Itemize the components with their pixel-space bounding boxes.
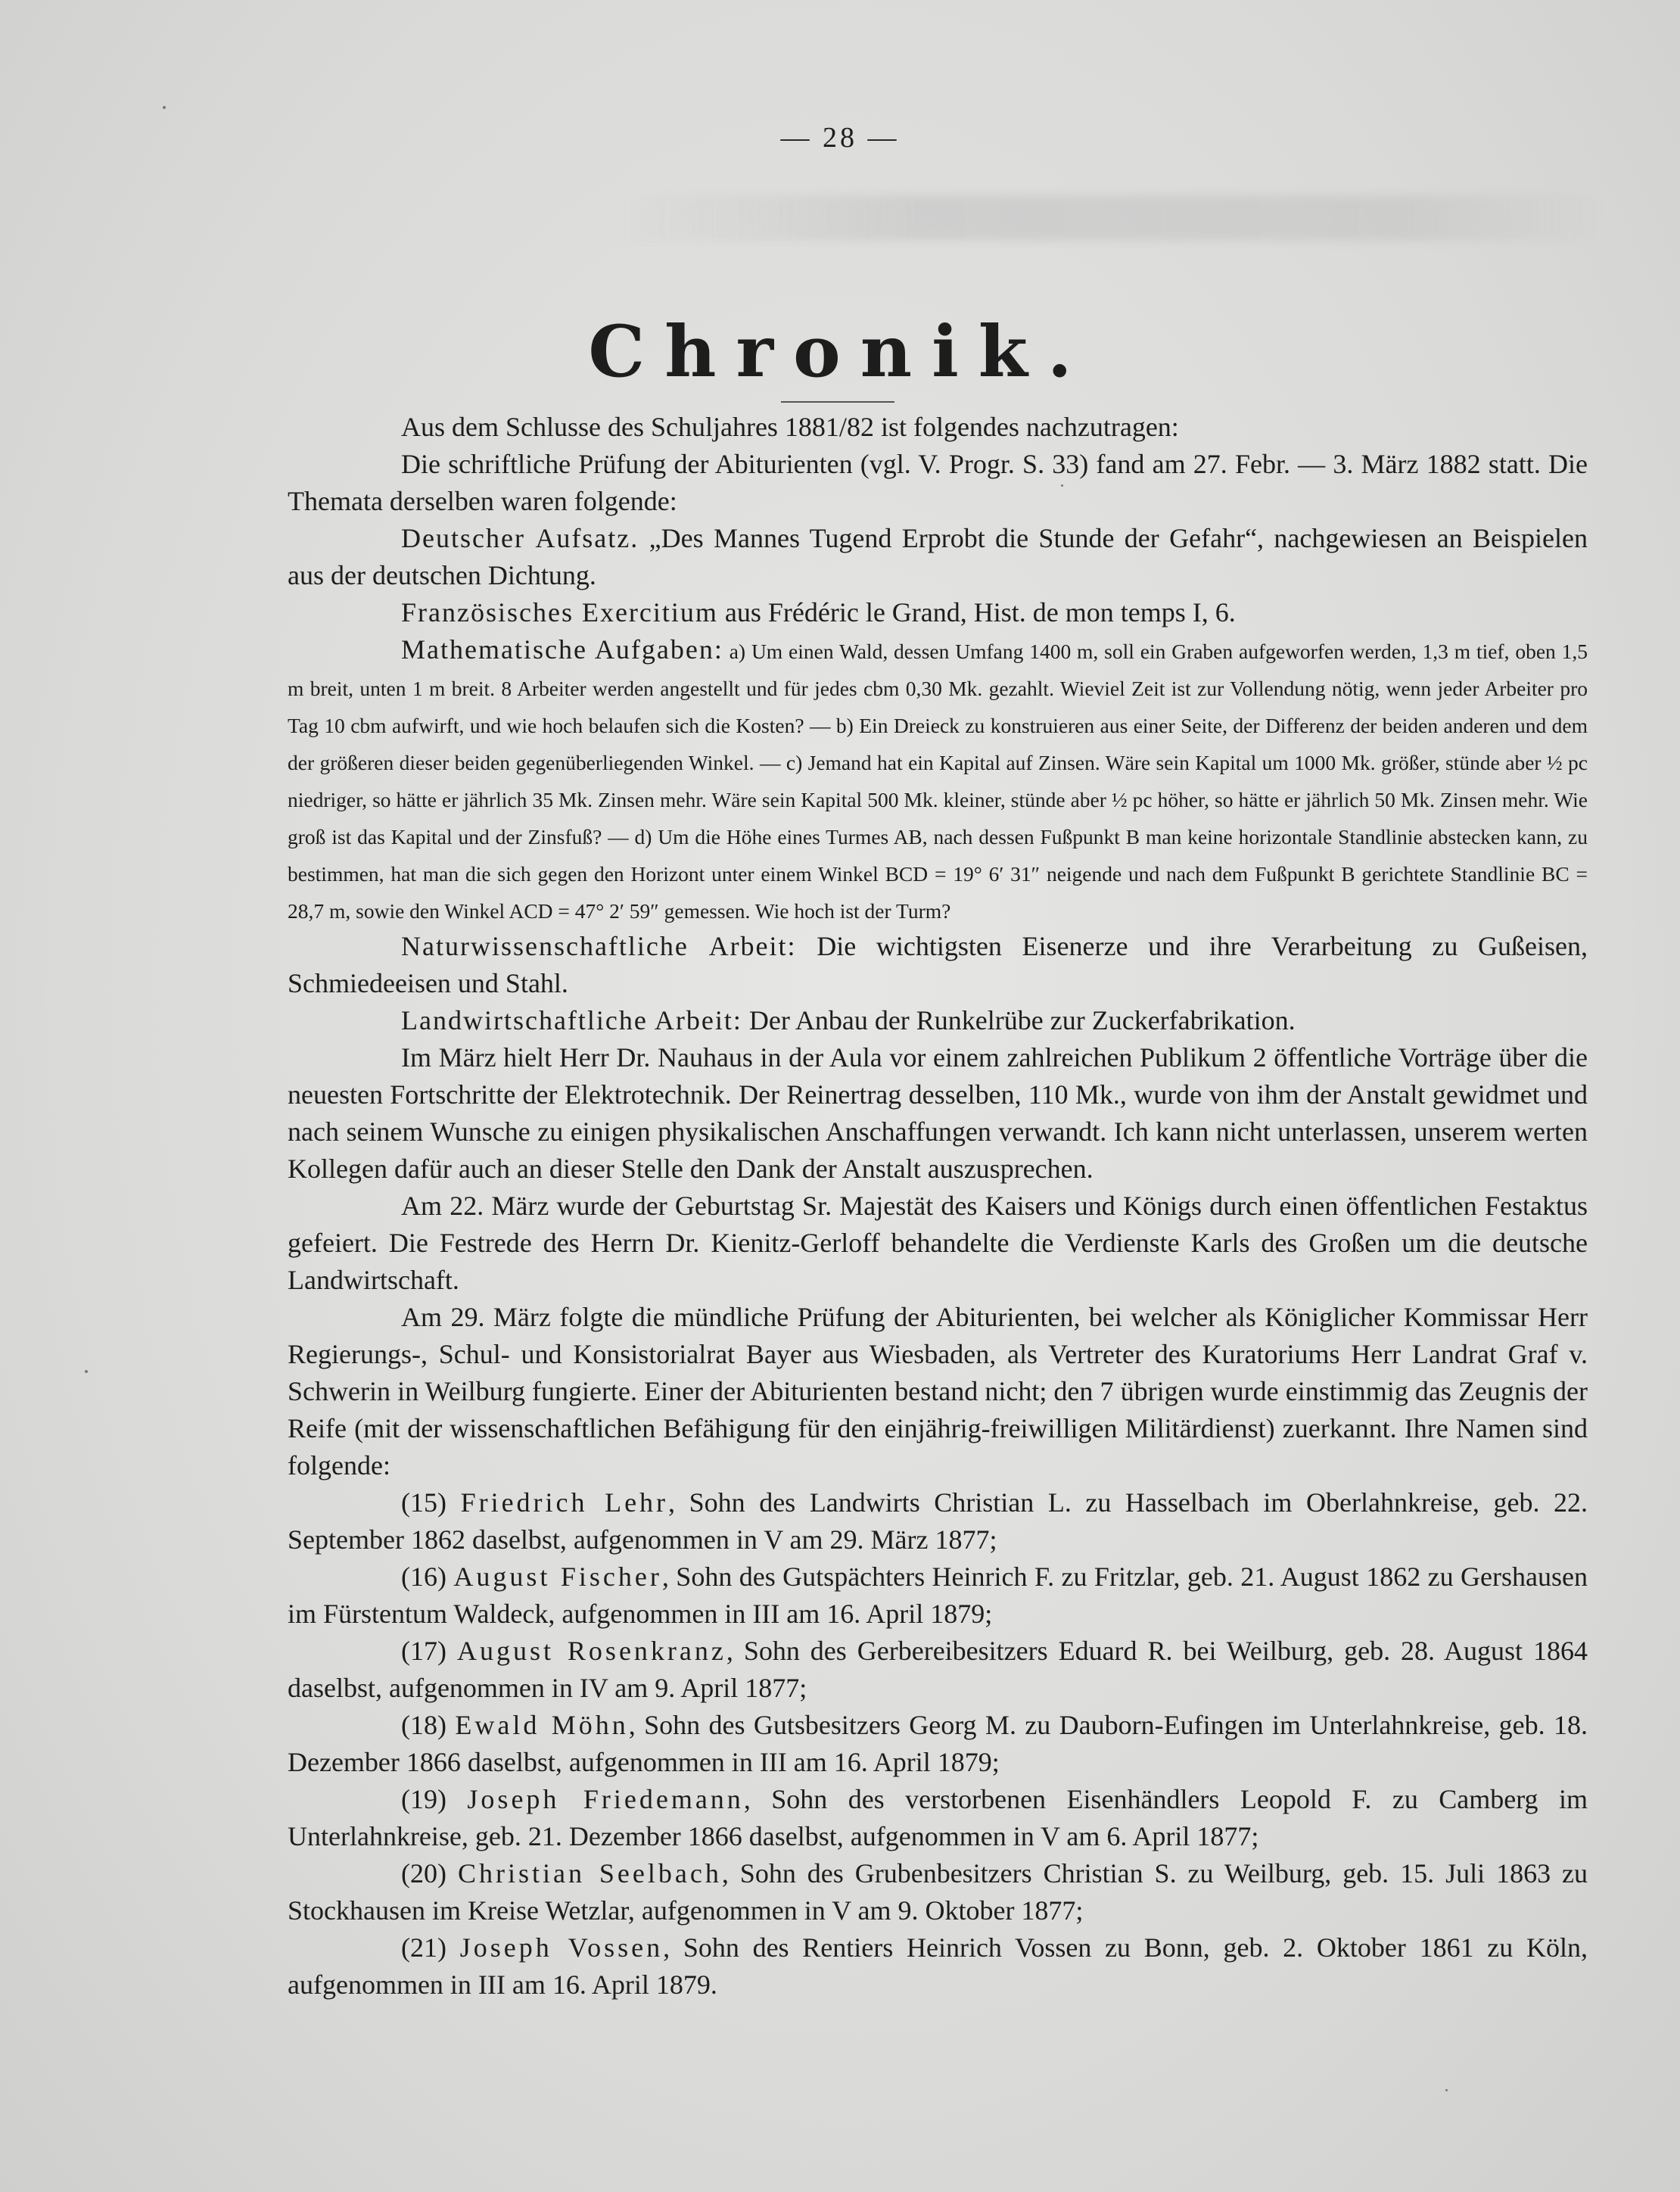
speck: [85, 1370, 88, 1373]
science-text: Die wichtigsten Eisenerze und ihre Verarbeitung zu Gußeisen, Schmiedeeisen und Stahl.: [288, 931, 1588, 998]
paragraph-french: [288, 594, 1588, 631]
graduate-name: Joseph Friedemann: [467, 1784, 744, 1814]
paragraph-intro: Aus dem Schlusse des Schuljahres 1881/82 ist folgendes nachzutragen:: [401, 412, 1179, 442]
title-rule: [781, 401, 894, 403]
graduate-name: August Fischer: [453, 1561, 662, 1592]
paragraph-agriculture: [288, 1002, 1588, 1039]
graduate-name: Christian Seelbach: [457, 1858, 722, 1888]
graduate-name: Friedrich Lehr: [460, 1487, 669, 1518]
paragraph-math: [288, 631, 1588, 928]
graduate-details: , Sohn des Gutspächters Heinrich F. zu Fritzlar, geb. 21. August 1862 zu Gershausen im Fürstentum Waldeck, aufgenommen in III am 16. April 1879;: [288, 1561, 1588, 1629]
graduate-entry: [288, 1484, 1588, 1558]
german-essay-text: „Des Mannes Tugend Erprobt die Stunde der Gefahr“, nachgewiesen an Beispielen aus der deutschen Dichtung.: [288, 523, 1588, 590]
graduate-number: (20): [401, 1858, 446, 1888]
graduate-number: (19): [401, 1784, 446, 1814]
agriculture-text: Der Anbau der Runkelrübe zur Zuckerfabrikation.: [742, 1005, 1296, 1035]
graduate-details: , Sohn des Gutsbesitzers Georg M. zu Dauborn-Eufingen im Unterlahnkreise, geb. 18. Dezember 1866 daselbst, aufgenommen in III am 16. April 1879;: [288, 1710, 1588, 1777]
graduate-entry: [288, 1707, 1588, 1781]
math-text: a) Um einen Wald, dessen Umfang 1400 m, soll ein Graben aufgeworfen werden, 1,3 m tief, oben 1,5 m breit, unten 1 m breit. 8 Arbeiter werden angestellt und für jedes cbm 0,30 Mk. gezahlt. Wieviel Zeit ist zur Vollendung nötig, wenn jeder Arbeiter pro Tag 10 cbm aufwirft, und wie hoch belaufen sich die Kosten? — b) Ein Dreieck zu konstruieren aus einer Seite, der Differenz der beiden anderen und dem der größeren dieser beiden gegenüberliegenden Winkel. — c) Jemand hat ein Kapital auf Zinsen. Wäre sein Kapital um 1000 Mk. größer, stünde aber ½ pc niedriger, so hätte er jährlich 35 Mk. Zinsen mehr. Wäre sein Kapital 500 Mk. kleiner, stünde aber ½ pc höher, so hätte er jährlich 50 Mk. Zinsen mehr. Wie groß ist das Kapital und der Zinsfuß? — d) Um die Höhe eines Turmes AB, nach dessen Fußpunkt B man keine horizontale Standlinie abstecken kann, zu bestimmen, hat man die sich gegen den Horizont unter einem Winkel BCD = 19° 6′ 31″ neigende und nach dem Fußpunkt B gerichtete Standlinie BC = 28,7 m, sowie den Winkel ACD = 47° 2′ 59″ gemessen. Wie hoch ist der Turm?: [288, 640, 1588, 923]
graduate-number: (17): [401, 1636, 446, 1666]
speck: [1445, 2089, 1448, 2091]
german-essay-heading: Deutscher Aufsatz.: [401, 523, 639, 553]
graduate-number: (21): [401, 1932, 446, 1963]
paragraph-science: [288, 928, 1588, 1002]
paragraph-exam: Die schriftliche Prüfung der Abiturienten (vgl. V. Progr. S. 33) fand am 27. Febr. — 3. März 1882 statt. Die Themata derselben waren folgende:: [288, 449, 1588, 516]
graduate-entry: [288, 1929, 1588, 2004]
paragraph-german-essay: [288, 520, 1588, 594]
graduate-number: (18): [401, 1710, 446, 1740]
french-text: aus Frédéric le Grand, Hist. de mon temps I, 6.: [717, 597, 1236, 627]
paragraph-lectures: Im März hielt Herr Dr. Nauhaus in der Aula vor einem zahlreichen Publikum 2 öffentliche Vorträge über die neuesten Fortschritte der Elektrotechnik. Der Reinertrag desselben, 110 Mk., wurde von ihm der Anstalt gewidmet und nach seinem Wunsche zu einigen physikalischen Anschaffungen verwandt. Ich kann nicht unterlassen, unserem werten Kollegen dafür auch an dieser Stelle den Dank der Anstalt auszusprechen.: [288, 1042, 1588, 1184]
page-title: Chronik.: [588, 310, 1092, 394]
graduate-details: , Sohn des Grubenbesitzers Christian S. zu Weilburg, geb. 15. Juli 1863 zu Stockhausen im Kreise Wetzlar, aufgenommen in V am 9. Oktober 1877;: [288, 1858, 1588, 1926]
graduate-entry: [288, 1633, 1588, 1707]
graduate-name: Joseph Vossen: [459, 1932, 664, 1963]
graduate-entry: [288, 1855, 1588, 1929]
graduate-name: August Rosenkranz: [456, 1636, 726, 1666]
agriculture-heading: Landwirtschaftliche Arbeit:: [401, 1005, 742, 1035]
paragraph-oral-exam: Am 29. März folgte die mündliche Prüfung der Abiturienten, bei welcher als Königlicher Kommissar Herr Regierungs-, Schul- und Konsistorialrat Bayer aus Wiesbaden, als Vertreter des Kuratoriums Herr Landrat Graf v. Schwerin in Weilburg fungierte. Einer der Abiturienten bestand nicht; den 7 übrigen wurde einstimmig das Zeugnis der Reife (mit der wissenschaftlichen Befähigung für den einjährig-freiwilligen Militärdienst) zuerkannt. Ihre Namen sind folgende:: [288, 1302, 1588, 1481]
french-heading: Französisches Exercitium: [401, 597, 718, 627]
graduate-name: Ewald Möhn: [455, 1710, 629, 1740]
graduate-details: , Sohn des Gerbereibesitzers Eduard R. bei Weilburg, geb. 28. August 1864 daselbst, aufgenommen in IV am 9. April 1877;: [288, 1636, 1588, 1703]
graduate-entry: [288, 1558, 1588, 1633]
speck: [1061, 484, 1063, 487]
chronicle-body: [288, 409, 1588, 2004]
speck: [163, 106, 166, 109]
graduate-number: (16): [401, 1561, 446, 1592]
science-heading: Naturwissenschaftliche Arbeit:: [401, 931, 797, 961]
graduate-entry: [288, 1781, 1588, 1855]
show-through-shadow: [621, 195, 1604, 241]
math-heading: Mathematische Aufgaben:: [401, 634, 723, 665]
graduate-list: [288, 1484, 1588, 2004]
graduate-number: (15): [401, 1487, 446, 1518]
graduate-details: , Sohn des Rentiers Heinrich Vossen zu Bonn, geb. 2. Oktober 1861 zu Köln, aufgenommen in III am 16. April 1879.: [288, 1932, 1588, 2000]
graduate-details: , Sohn des verstorbenen Eisenhändlers Leopold F. zu Camberg im Unterlahnkreise, geb. 21. Dezember 1866 daselbst, aufgenommen in V am 6. April 1877;: [288, 1784, 1588, 1851]
paragraph-birthday: Am 22. März wurde der Geburtstag Sr. Majestät des Kaisers und Königs durch einen öffentlichen Festaktus gefeiert. Die Festrede des Herrn Dr. Kienitz-Gerloff behandelte die Verdienste Karls des Großen um die deutsche Landwirtschaft.: [288, 1191, 1588, 1295]
graduate-details: , Sohn des Landwirts Christian L. zu Hasselbach im Oberlahnkreise, geb. 22. September 1862 daselbst, aufgenommen in V am 29. März 1877;: [288, 1487, 1588, 1555]
page-number: — 28 —: [780, 122, 900, 154]
